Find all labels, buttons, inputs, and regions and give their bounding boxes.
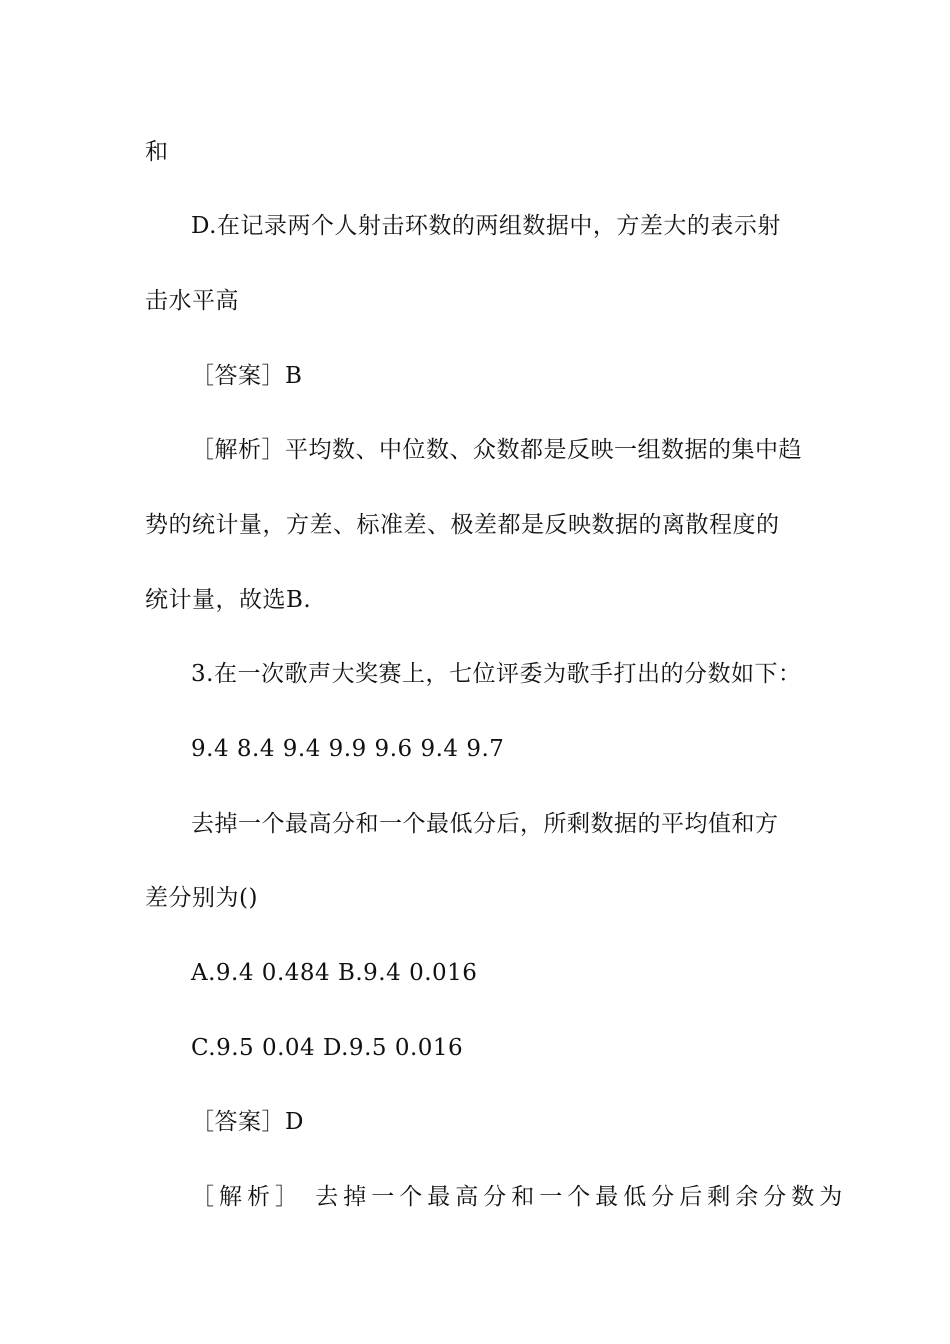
option-d-line: D.在记录两个人射击环数的两组数据中，方差大的表示射 bbox=[191, 213, 781, 239]
text-line-1: 和 bbox=[145, 139, 169, 165]
analysis-line-4: ［解析］ 去掉一个最高分和一个最低分后剩余分数为 bbox=[191, 1184, 848, 1210]
analysis-line-1: ［解析］平均数、中位数、众数都是反映一组数据的集中趋 bbox=[191, 437, 802, 463]
analysis-line-2: 势的统计量，方差、标准差、极差都是反映数据的离散程度的 bbox=[145, 512, 780, 538]
question-3-detail-line-1: 去掉一个最高分和一个最低分后，所剩数据的平均值和方 bbox=[191, 811, 779, 837]
answer-label-2: ［答案］D bbox=[191, 1109, 304, 1135]
question-3-line: 3.在一次歌声大奖赛上，七位评委为歌手打出的分数如下： bbox=[191, 661, 802, 687]
options-cd-line: C.9.5 0.04 D.9.5 0.016 bbox=[191, 1035, 464, 1061]
text-line-3: 击水平高 bbox=[145, 288, 239, 314]
options-ab-line: A.9.4 0.484 B.9.4 0.016 bbox=[191, 960, 478, 986]
scores-line: 9.4 8.4 9.4 9.9 9.6 9.4 9.7 bbox=[191, 736, 505, 762]
question-3-detail-line-2: 差分别为() bbox=[145, 885, 258, 911]
answer-label-1: ［答案］B bbox=[191, 363, 303, 389]
analysis-line-3: 统计量，故选B. bbox=[145, 587, 312, 613]
